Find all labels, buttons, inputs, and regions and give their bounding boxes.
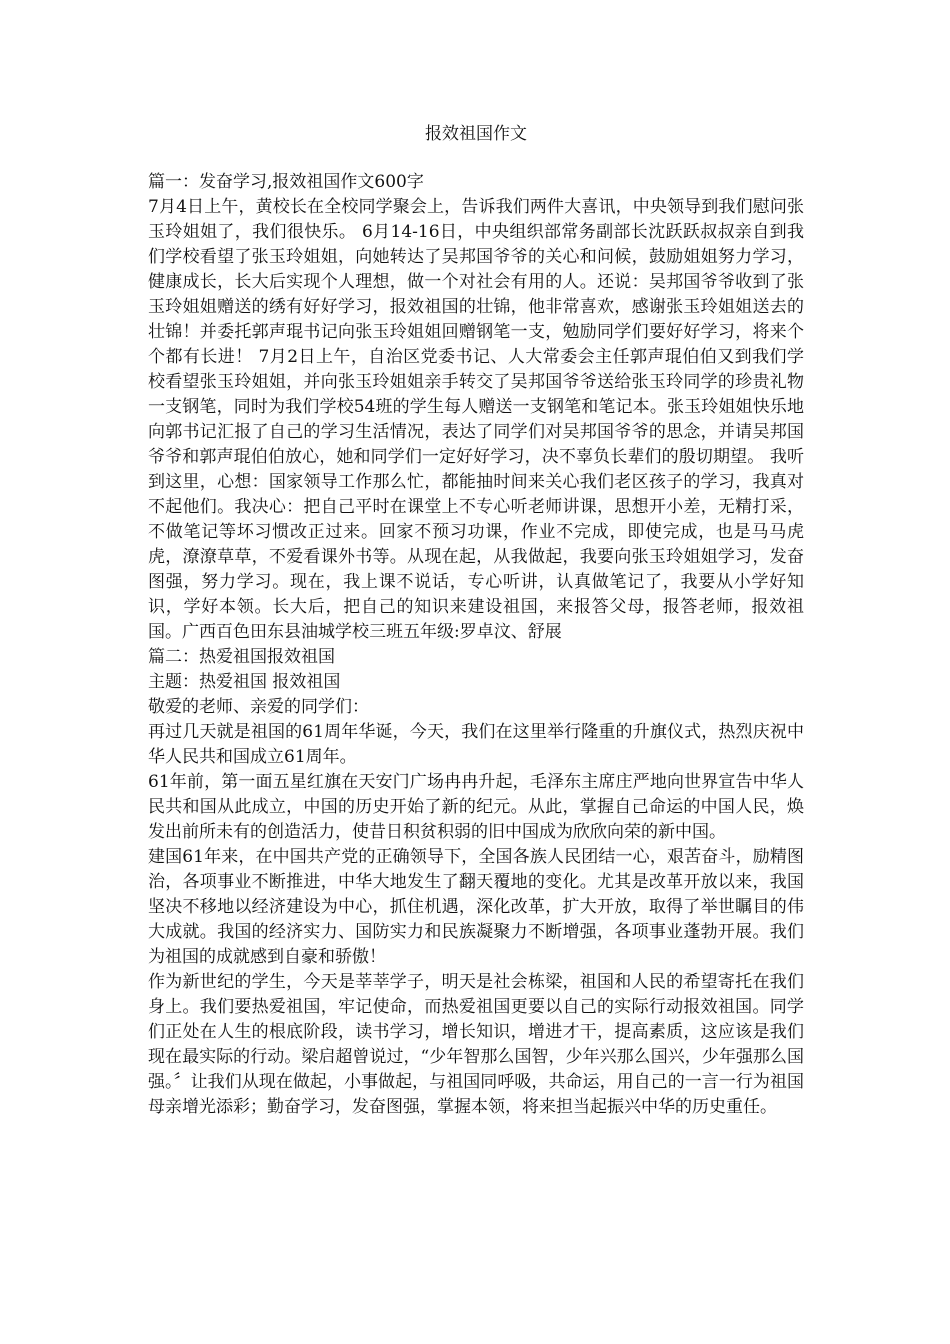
speech-paragraph-4: 作为新世纪的学生，今天是莘莘学子，明天是社会栋梁，祖国和人民的希望寄托在我们身上。我们要热爱祖国，牢记使命，而热爱祖国更要以自己的实际行动报效祖国。同学们正处在人生的根底阶段，读书学习，增长知识，增进才干，提高素质，这应该是我们现在最实际的行动。梁启超曾说过，“少年智那么国智，少年兴那么国兴，少年强那么国强。〞让我们从现在做起，小事做起，与祖国同呼吸，共命运，用自己的一言一行为祖国母亲增光添彩；勤奋学习，发奋图强，掌握本领，将来担当起振兴中华的历史重任。 — [148, 972, 804, 1117]
document-title: 报效祖国作文 — [425, 124, 527, 144]
speech-paragraph-1: 再过几天就是祖国的61周年华诞，今天，我们在这里举行隆重的升旗仪式，热烈庆祝中华人民共和国成立61周年。 — [148, 722, 804, 767]
speech-paragraph-3: 建国61年来，在中国共产党的正确领导下，全国各族人民团结一心，艰苦奋斗，励精图治，各项事业不断推进，中华大地发生了翻天覆地的变化。尤其是改革开放以来，我国坚决不移地以经济建设为中心，抓住机遇，深化改革，扩大开放，取得了举世瞩目的伟大成就。我国的经济实力、国防实力和民族凝聚力不断增强，各项事业蓬勃开展。我们为祖国的成就感到自豪和骄傲！ — [148, 847, 804, 967]
section-heading-1: 篇一：发奋学习,报效祖国作文600字 — [148, 172, 424, 192]
salutation: 敬爱的老师、亲爱的同学们： — [148, 697, 369, 717]
section-heading-2: 篇二：热爱祖国报效祖国 — [148, 647, 335, 667]
speech-paragraph-2: 61年前，第一面五星红旗在天安门广场冉冉升起，毛泽东主席庄严地向世界宣告中华人民共和国从此成立，中国的历史开始了新的纪元。从此，掌握自己命运的中国人民，焕发出前所未有的创造活力，使昔日积贫积弱的旧中国成为欣欣向荣的新中国。 — [148, 772, 804, 842]
theme-line: 主题：热爱祖国 报效祖国 — [148, 672, 341, 692]
essay-paragraph-1: 7月4日上午，黄校长在全校同学聚会上，告诉我们两件大喜讯，中央领导到我们慰问张玉玲姐姐了，我们很快乐。 6月14-16日，中央组织部常务副部长沈跃跃叔叔亲自到我们学校看望了张玉玲姐姐，向她转达了吴邦国爷爷的关心和问候，鼓励姐姐努力学习，健康成长，长大后实现个人理想，做一个对社会有用的人。还说：吴邦国爷爷收到了张玉玲姐姐赠送的绣有好好学习，报效祖国的壮锦，他非常喜欢，感谢张玉玲姐姐送去的壮锦！并委托郭声琨书记向张玉玲姐姐回赠钢笔一支，勉励同学们要好好学习，将来个个都有长进！ 7月2日上午，自治区党委书记、人大常委会主任郭声琨伯伯又到我们学校看望张玉玲姐姐，并向张玉玲姐姐亲手转交了吴邦国爷爷送给张玉玲同学的珍贵礼物一支钢笔，同时为我们学校54班的学生每人赠送一支钢笔和笔记本。张玉玲姐姐快乐地向郭书记汇报了自己的学习生活情况，表达了同学们对吴邦国爷爷的思念，并请吴邦国爷爷和郭声琨伯伯放心，她和同学们一定好好学习，决不辜负长辈们的殷切期望。 我听到这里，心想：国家领导工作那么忙，都能抽时间来关心我们老区孩子的学习，我真对不起他们。我决心：把自己平时在课堂上不专心听老师讲课，思想开小差，无精打采，不做笔记等坏习惯改正过来。回家不预习功课，作业不完成，即使完成，也是马马虎虎，潦潦草草，不爱看课外书等。从现在起，从我做起，我要向张玉玲姐姐学习，发奋图强，努力学习。现在，我上课不说话，专心听讲，认真做笔记了，我要从小学好知识，学好本领。长大后，把自己的知识来建设祖国，来报答父母，报答老师，报效祖国。广西百色田东县油城学校三班五年级:罗卓汶、舒展 — [148, 197, 804, 642]
document-body — [148, 122, 804, 1120]
